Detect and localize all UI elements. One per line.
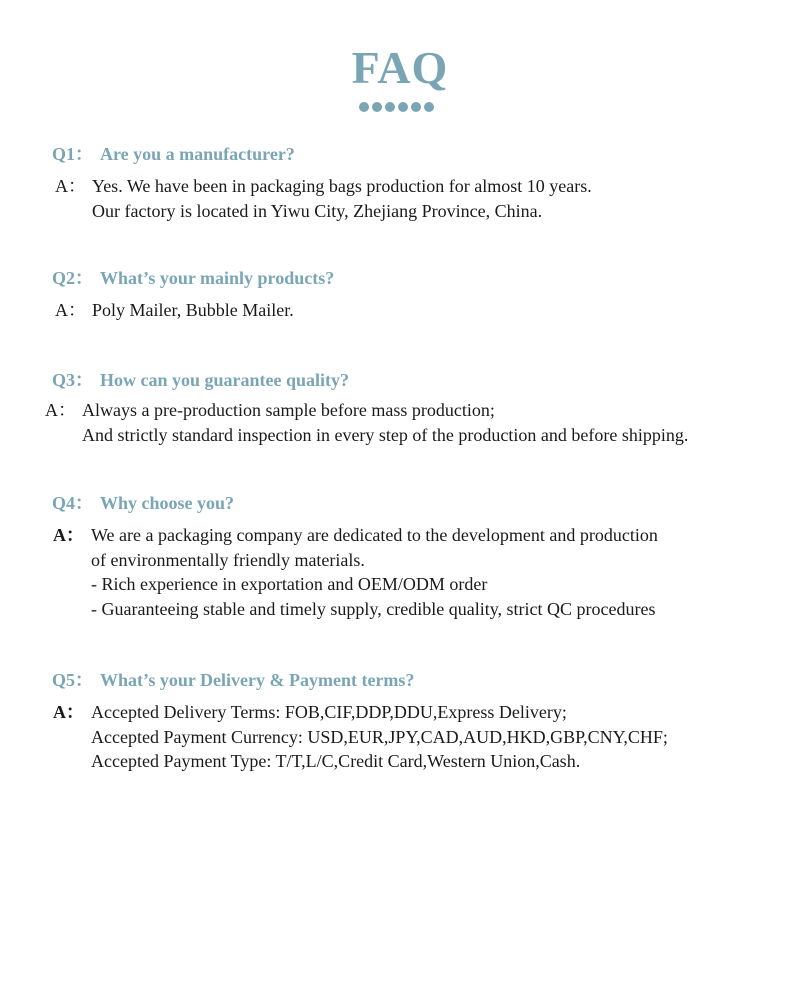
divider-dot xyxy=(411,102,421,112)
answer-line: Always a pre-production sample before mass production; xyxy=(82,400,495,420)
divider-dot xyxy=(359,102,369,112)
answer-line: Accepted Payment Currency: USD,EUR,JPY,CAD,AUD,HKD,GBP,CNY,CHF; xyxy=(91,726,668,747)
answer-line: Poly Mailer, Bubble Mailer. xyxy=(92,300,294,320)
answer-label: A： xyxy=(45,400,76,420)
answer-line: And strictly standard inspection in every step of the production and before shipping. xyxy=(82,424,689,445)
divider-dot xyxy=(424,102,434,112)
faq-question xyxy=(52,369,349,391)
question-number: Q3： xyxy=(52,370,94,390)
faq-question xyxy=(52,492,234,514)
question-number: Q4： xyxy=(52,493,94,513)
question-text: Why choose you? xyxy=(100,493,235,513)
answer-line: We are a packaging company are dedicated to the development and production xyxy=(91,525,658,545)
question-number: Q1： xyxy=(52,144,94,164)
question-text: How can you guarantee quality? xyxy=(100,370,350,390)
faq-question xyxy=(52,669,414,691)
divider-dot xyxy=(385,102,395,112)
answer-line: Accepted Payment Type: T/T,L/C,Credit Card,Western Union,Cash. xyxy=(91,751,581,771)
answer-label: A： xyxy=(53,702,84,722)
page-title: FAQ xyxy=(351,42,449,93)
answer-label: A： xyxy=(55,176,86,196)
answer-bullet-line: - Rich experience in exportation and OEM/ODM order xyxy=(91,574,488,594)
answer-bullet-line: - Guaranteeing stable and timely supply, credible quality, strict QC procedures xyxy=(91,598,656,619)
answer-line: Accepted Delivery Terms: FOB,CIF,DDP,DDU,Express Delivery; xyxy=(91,702,567,722)
faq-question xyxy=(52,267,334,289)
divider-dot xyxy=(398,102,408,112)
question-text: What’s your mainly products? xyxy=(100,268,335,288)
question-number: Q2： xyxy=(52,268,94,288)
answer-line: Our factory is located in Yiwu City, Zhejiang Province, China. xyxy=(92,200,543,221)
question-text: What’s your Delivery & Payment terms? xyxy=(100,670,415,690)
answer-label: A： xyxy=(53,525,84,545)
question-number: Q5： xyxy=(52,670,94,690)
faq-question xyxy=(52,143,295,165)
answer-line: of environmentally friendly materials. xyxy=(91,549,365,570)
question-text: Are you a manufacturer? xyxy=(100,144,295,164)
answer-label: A： xyxy=(55,300,86,320)
answer-line: Yes. We have been in packaging bags production for almost 10 years. xyxy=(92,176,592,196)
title-divider-dots xyxy=(359,102,434,112)
divider-dot xyxy=(372,102,382,112)
